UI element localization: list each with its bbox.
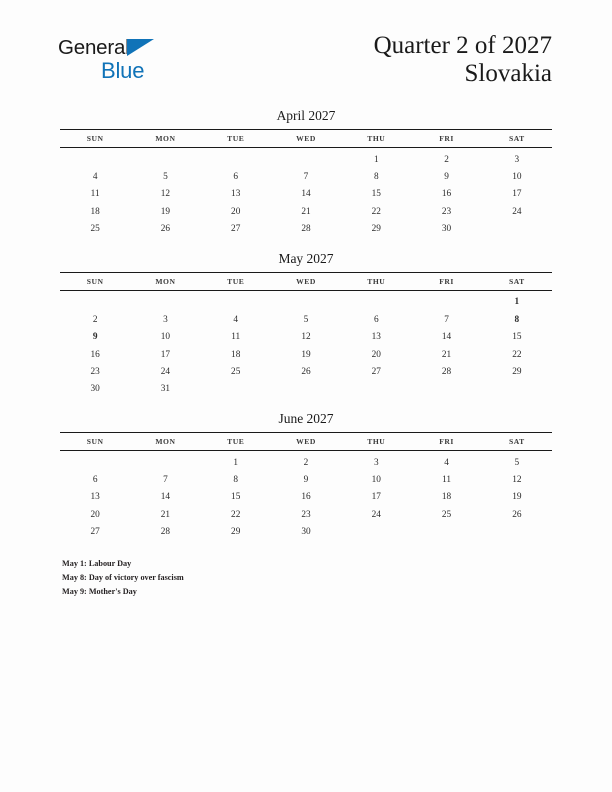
week-row bbox=[60, 290, 552, 311]
weekday-header-sat: SAT bbox=[482, 129, 552, 147]
day-cell[interactable]: 23 bbox=[90, 366, 100, 377]
day-cell-holiday[interactable]: 1 bbox=[514, 297, 520, 308]
day-cell-empty bbox=[411, 381, 481, 398]
day-cell-empty bbox=[201, 381, 271, 398]
day-cell[interactable]: 25 bbox=[231, 366, 241, 377]
month-title: May 2027 bbox=[278, 250, 334, 266]
day-cell[interactable]: 6 bbox=[233, 171, 239, 182]
day-cell[interactable]: 8 bbox=[233, 475, 239, 485]
calendar-months bbox=[60, 108, 552, 554]
day-cell[interactable]: 27 bbox=[371, 366, 381, 377]
day-cell-empty bbox=[341, 523, 411, 540]
week-row bbox=[60, 328, 552, 345]
day-cell-empty bbox=[201, 147, 271, 168]
day-cell[interactable]: 1 bbox=[233, 457, 239, 468]
day-cell-empty bbox=[341, 381, 411, 398]
week-row bbox=[60, 450, 552, 471]
day-cell[interactable]: 12 bbox=[301, 332, 311, 343]
day-cell[interactable]: 28 bbox=[301, 224, 311, 235]
day-cell[interactable]: 17 bbox=[371, 492, 381, 503]
day-cell[interactable]: 15 bbox=[231, 492, 241, 503]
month-block bbox=[60, 251, 552, 398]
month-table bbox=[60, 129, 552, 238]
day-cell[interactable]: 24 bbox=[371, 509, 381, 520]
weekday-header-wed: WED bbox=[271, 272, 341, 290]
weekday-header-fri: FRI bbox=[411, 432, 481, 450]
week-row bbox=[60, 147, 552, 168]
brand-name-general: General bbox=[58, 36, 130, 59]
day-cell[interactable]: 25 bbox=[90, 224, 100, 235]
day-cell[interactable]: 19 bbox=[301, 349, 311, 360]
week-row bbox=[60, 363, 552, 380]
week-row bbox=[60, 489, 552, 506]
day-cell-empty bbox=[482, 220, 552, 237]
day-cell[interactable]: 21 bbox=[441, 349, 452, 360]
day-cell[interactable]: 11 bbox=[231, 332, 241, 343]
day-cell-empty bbox=[130, 147, 200, 168]
day-cell[interactable]: 19 bbox=[512, 492, 522, 503]
day-cell-empty bbox=[271, 290, 341, 311]
day-cell-holiday[interactable]: 9 bbox=[92, 332, 98, 343]
day-cell-empty bbox=[271, 381, 341, 398]
weekday-header-thu: THU bbox=[341, 129, 411, 147]
day-cell-empty bbox=[411, 523, 481, 540]
day-cell[interactable]: 22 bbox=[512, 349, 522, 360]
month-title: June 2027 bbox=[278, 411, 334, 427]
day-cell[interactable]: 10 bbox=[371, 475, 381, 485]
month-table bbox=[60, 432, 552, 541]
day-cell[interactable]: 2 bbox=[303, 457, 309, 468]
day-cell[interactable]: 5 bbox=[514, 457, 520, 468]
weekday-header-row bbox=[60, 432, 552, 450]
day-cell[interactable]: 18 bbox=[231, 349, 241, 360]
day-cell[interactable]: 27 bbox=[231, 224, 241, 235]
day-cell[interactable]: 16 bbox=[90, 349, 100, 360]
day-cell[interactable]: 12 bbox=[512, 475, 522, 485]
triangle-icon bbox=[127, 39, 154, 56]
weekday-header-sun: SUN bbox=[60, 272, 130, 290]
day-cell[interactable]: 7 bbox=[303, 171, 309, 182]
day-cell[interactable]: 22 bbox=[371, 206, 381, 217]
day-cell-holiday[interactable]: 8 bbox=[514, 314, 520, 325]
day-cell[interactable]: 20 bbox=[90, 509, 100, 520]
day-cell[interactable]: 13 bbox=[90, 492, 100, 503]
day-cell[interactable]: 10 bbox=[160, 332, 171, 343]
day-cell[interactable]: 24 bbox=[512, 206, 522, 217]
day-cell-empty bbox=[482, 381, 552, 398]
page-title bbox=[374, 32, 552, 88]
day-cell-empty bbox=[482, 523, 552, 540]
day-cell[interactable]: 30 bbox=[301, 527, 311, 538]
holiday-notes bbox=[62, 557, 482, 600]
weekday-header-wed: WED bbox=[271, 432, 341, 450]
month-title: April 2027 bbox=[276, 108, 336, 123]
day-cell[interactable]: 30 bbox=[441, 224, 452, 235]
day-cell[interactable]: 18 bbox=[90, 206, 100, 217]
day-cell-empty bbox=[130, 290, 200, 311]
day-cell[interactable]: 26 bbox=[512, 509, 522, 520]
day-cell[interactable]: 9 bbox=[444, 171, 449, 182]
day-cell[interactable]: 27 bbox=[90, 527, 100, 538]
weekday-header-tue: TUE bbox=[201, 432, 271, 450]
day-cell[interactable]: 2 bbox=[444, 154, 449, 165]
day-cell[interactable]: 19 bbox=[160, 206, 171, 217]
day-cell[interactable]: 2 bbox=[92, 314, 98, 325]
day-cell-empty bbox=[130, 450, 200, 471]
day-cell[interactable]: 11 bbox=[442, 475, 452, 485]
weekday-header-sun: SUN bbox=[60, 432, 130, 450]
day-cell[interactable]: 20 bbox=[371, 349, 381, 360]
day-cell[interactable]: 3 bbox=[514, 154, 520, 165]
day-cell[interactable]: 23 bbox=[441, 206, 452, 217]
weekday-header-sun: SUN bbox=[60, 129, 130, 147]
holiday-note: May 1: Labour Day bbox=[62, 559, 132, 568]
week-row bbox=[60, 203, 552, 220]
weekday-header-fri: FRI bbox=[411, 272, 481, 290]
day-cell-empty bbox=[411, 290, 481, 311]
day-cell[interactable]: 14 bbox=[160, 492, 171, 503]
day-cell[interactable]: 14 bbox=[441, 332, 452, 343]
day-cell[interactable]: 29 bbox=[231, 527, 241, 538]
weekday-header-thu: THU bbox=[341, 272, 411, 290]
day-cell[interactable]: 12 bbox=[160, 189, 171, 200]
page-header bbox=[0, 0, 612, 104]
holiday-note: May 9: Mother's Day bbox=[62, 587, 137, 597]
month-table bbox=[60, 272, 552, 398]
day-cell[interactable]: 25 bbox=[441, 509, 452, 520]
month-block bbox=[60, 108, 552, 238]
day-cell[interactable]: 20 bbox=[231, 206, 241, 217]
day-cell[interactable]: 30 bbox=[90, 384, 100, 395]
week-row bbox=[60, 381, 552, 398]
day-cell[interactable]: 6 bbox=[373, 314, 379, 325]
day-cell[interactable]: 4 bbox=[233, 314, 239, 325]
day-cell-empty bbox=[201, 290, 271, 311]
weekday-header-mon: MON bbox=[130, 432, 200, 450]
day-cell[interactable]: 23 bbox=[301, 509, 311, 520]
week-row bbox=[60, 346, 552, 363]
day-cell[interactable]: 18 bbox=[441, 492, 452, 503]
weekday-header-tue: TUE bbox=[201, 272, 271, 290]
day-cell[interactable]: 21 bbox=[160, 509, 171, 520]
day-cell[interactable]: 7 bbox=[444, 314, 449, 325]
week-row bbox=[60, 523, 552, 540]
day-cell[interactable]: 15 bbox=[371, 189, 381, 200]
day-cell[interactable]: 31 bbox=[160, 384, 171, 395]
month-block bbox=[60, 411, 552, 541]
day-cell[interactable]: 28 bbox=[441, 366, 452, 377]
weekday-header-thu: THU bbox=[341, 432, 411, 450]
weekday-header-mon: MON bbox=[130, 272, 200, 290]
weekday-header-tue: TUE bbox=[201, 129, 271, 147]
day-cell[interactable]: 5 bbox=[163, 171, 168, 182]
quarter-title: Quarter 2 of 2027 bbox=[373, 32, 552, 59]
day-cell[interactable]: 3 bbox=[163, 314, 168, 325]
day-cell[interactable]: 16 bbox=[301, 492, 311, 503]
day-cell[interactable]: 26 bbox=[301, 366, 311, 377]
weekday-header-row bbox=[60, 272, 552, 290]
day-cell[interactable]: 14 bbox=[301, 189, 311, 200]
brand-logo[interactable] bbox=[58, 36, 248, 88]
brand-name-blue: Blue bbox=[101, 58, 145, 83]
day-cell-empty bbox=[341, 290, 411, 311]
day-cell[interactable]: 1 bbox=[373, 154, 379, 165]
day-cell[interactable]: 9 bbox=[303, 475, 309, 485]
day-cell[interactable]: 13 bbox=[231, 189, 241, 200]
week-row bbox=[60, 220, 552, 237]
weekday-header-wed: WED bbox=[271, 129, 341, 147]
day-cell[interactable]: 5 bbox=[303, 314, 309, 325]
week-row bbox=[60, 168, 552, 185]
location-title: Slovakia bbox=[464, 60, 552, 87]
week-row bbox=[60, 186, 552, 203]
holiday-note: May 8: Day of victory over fascism bbox=[62, 573, 184, 583]
day-cell[interactable]: 8 bbox=[373, 171, 379, 182]
day-cell[interactable]: 29 bbox=[512, 366, 522, 377]
day-cell[interactable]: 21 bbox=[301, 206, 311, 217]
day-cell[interactable]: 17 bbox=[160, 349, 171, 360]
day-cell[interactable]: 4 bbox=[444, 457, 449, 468]
day-cell[interactable]: 6 bbox=[92, 475, 98, 485]
day-cell-empty bbox=[60, 450, 130, 471]
day-cell[interactable]: 16 bbox=[441, 189, 452, 200]
day-cell[interactable]: 29 bbox=[371, 224, 381, 235]
day-cell[interactable]: 28 bbox=[160, 527, 171, 538]
day-cell[interactable]: 15 bbox=[512, 332, 522, 343]
weekday-header-sat: SAT bbox=[482, 432, 552, 450]
day-cell[interactable]: 13 bbox=[371, 332, 381, 343]
day-cell[interactable]: 3 bbox=[373, 457, 379, 468]
week-row bbox=[60, 506, 552, 523]
week-row bbox=[60, 311, 552, 328]
weekday-header-row bbox=[60, 129, 552, 147]
day-cell[interactable]: 7 bbox=[163, 475, 168, 485]
day-cell-empty bbox=[60, 290, 130, 311]
day-cell-empty bbox=[60, 147, 130, 168]
day-cell[interactable]: 17 bbox=[512, 189, 522, 200]
day-cell[interactable]: 26 bbox=[160, 224, 171, 235]
day-cell-empty bbox=[271, 147, 341, 168]
day-cell[interactable]: 22 bbox=[231, 509, 241, 520]
weekday-header-mon: MON bbox=[130, 129, 200, 147]
day-cell[interactable]: 10 bbox=[512, 171, 522, 182]
weekday-header-fri: FRI bbox=[411, 129, 481, 147]
weekday-header-sat: SAT bbox=[482, 272, 552, 290]
week-row bbox=[60, 471, 552, 488]
day-cell[interactable]: 11 bbox=[90, 189, 100, 200]
day-cell[interactable]: 4 bbox=[92, 171, 98, 182]
day-cell[interactable]: 24 bbox=[160, 366, 171, 377]
